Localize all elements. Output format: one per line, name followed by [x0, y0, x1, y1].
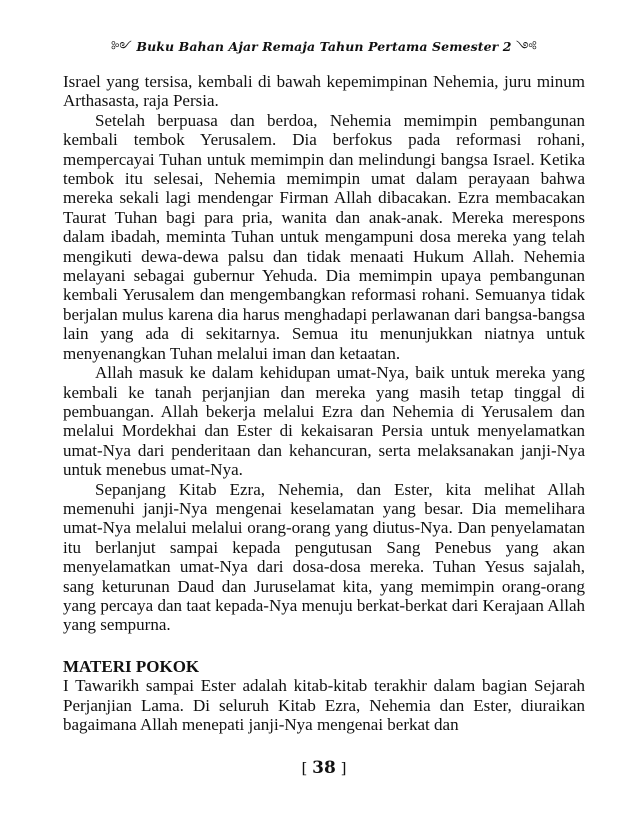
paragraph-sepanjang: Sepanjang Kitab Ezra, Nehemia, dan Ester, kita melihat Allah memenuhi janji-Nya mengenai keselamatan yang besar. Dia memelihara umat-Nya melalui melalui orang-orang yang diutus-Nya. Dan penyelamatan itu berlanjut sampai kepada pengutusan Sang Penebus yang akan menyelamatkan umat-Nya dari dosa-dosa mereka. Tuhan Yesus sajalah, sang keturunan Daud dan Juruselamat kita, yang memimpin orang-orang yang percaya dan taat kepada-Nya menuju berkat-berkat dari Kerajaan Allah yang sempurna.: [63, 479, 585, 635]
right-ornament-icon: ༺: [516, 40, 537, 55]
page-number-value: 38: [312, 758, 336, 778]
page-number-open-bracket: [: [301, 759, 308, 777]
page-number-close-bracket: ]: [340, 759, 347, 777]
paragraph-continuation: Israel yang tersisa, kembali di bawah kepemimpinan Nehemia, juru minum Arthasasta, raja Persia.: [63, 72, 585, 111]
running-header: [63, 32, 585, 69]
left-ornament-icon: ༻: [111, 40, 132, 55]
body-text: [63, 72, 585, 734]
paragraph-allah-masuk: Allah masuk ke dalam kehidupan umat-Nya, baik untuk mereka yang kembali ke tanah perjanjian dan mereka yang masih tetap tinggal di pembuangan. Allah bekerja melalui Ezra dan Nehemia di Yerusalem dan melalui Mordekhai dan Ester di kekaisaran Persia untuk menyelamatkan umat-Nya dari penderitaan dan kehancuran, serta melaksanakan janji-Nya untuk menebus umat-Nya.: [63, 363, 585, 480]
section-paragraph: I Tawarikh sampai Ester adalah kitab-kitab terakhir dalam bagian Sejarah Perjanjian Lama. Di seluruh Kitab Ezra, Nehemia dan Ester, diuraikan bagaimana Allah menepati janji-Nya mengenai berkat dan: [63, 676, 585, 734]
page-number: [63, 758, 585, 778]
section-heading: MATERI POKOK: [63, 656, 200, 676]
document-page: [63, 0, 585, 835]
book-title: Buku Bahan Ajar Remaja Tahun Pertama Semester 2: [136, 39, 512, 54]
paragraph-nehemia: Setelah berpuasa dan berdoa, Nehemia memimpin pembangunan kembali tembok Yerusalem. Dia berfokus pada reformasi rohani, mempercayai Tuhan untuk memimpin dan melindungi bangsa Israel. Ketika tembok itu selesai, Nehemia memimpin umat dalam perayaan bahwa mereka sekali lagi mendengar Firman Allah dibacakan. Ezra membacakan Taurat Tuhan bagi para pria, wanita dan anak-anak. Mereka merespons dalam ibadah, meminta Tuhan untuk mengampuni dosa mereka yang telah mengikuti dewa-dewa palsu dan tidak menaati Hukum Allah. Nehemia melayani sebagai gubernur Yehuda. Dia memimpin upaya pembangunan kembali Yerusalem dan mengembangkan reformasi rohani. Semuanya tidak berjalan mulus karena dia harus menghadapi perlawanan dari bangsa-bangsa lain yang ada di sekitarnya. Semua itu menunjukkan niatnya untuk menyenangkan Tuhan melalui iman dan ketaatan.: [63, 110, 585, 363]
